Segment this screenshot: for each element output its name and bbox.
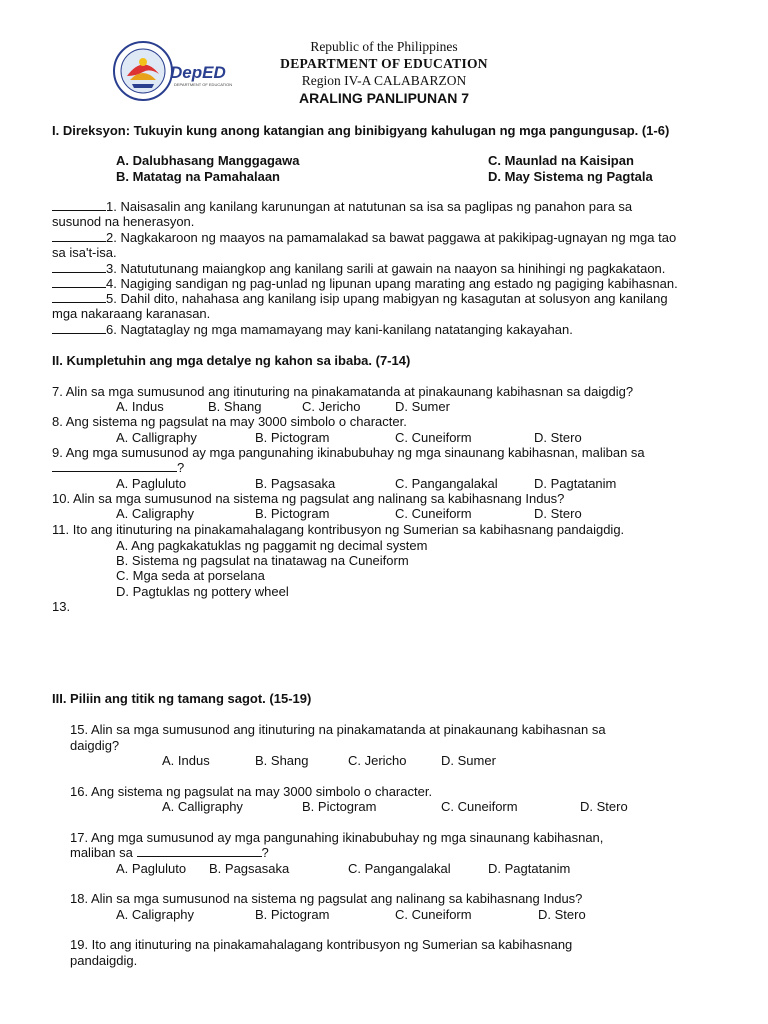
region-line: Region IV-A CALABARZON — [301, 73, 467, 88]
q10-option-b[interactable]: B. Pictogram — [255, 506, 330, 521]
q17-text: 17. Ang mga sumusunod ay mga pangunahing ikinabubuhay ng mga sinaunang kabihasnan, — [70, 830, 604, 845]
answer-blank[interactable] — [52, 199, 106, 211]
q15-text: 15. Alin sa mga sumusunod ang itinuturing na pinakamatanda at pinakaunang kabihasnan sa — [70, 722, 606, 737]
q16-option-d[interactable]: D. Stero — [580, 799, 628, 814]
q10-option-d[interactable]: D. Stero — [534, 506, 582, 521]
section2-title: II. Kumpletuhin ang mga detalye ng kahon sa ibaba. (7-14) — [52, 353, 411, 368]
answer-blank[interactable] — [52, 276, 106, 288]
q18-text: 18. Alin sa mga sumusunod na sistema ng pagsulat ang nalinang sa kabihasnang Indus? — [70, 891, 583, 906]
q7-option-b[interactable]: B. Shang — [208, 399, 262, 414]
q17-option-b[interactable]: B. Pagsasaka — [209, 861, 290, 876]
q9-option-a[interactable]: A. Pagluluto — [116, 476, 187, 491]
q17-option-a[interactable]: A. Pagluluto — [116, 861, 187, 876]
q10-option-a[interactable]: A. Caligraphy — [116, 506, 195, 521]
q13-label: 13. — [52, 599, 71, 614]
q17-text-cont: maliban sa ? — [70, 845, 269, 860]
q9-option-c[interactable]: C. Pangangalakal — [395, 476, 498, 491]
q15-option-b[interactable]: B. Shang — [255, 753, 309, 768]
q11-option-b[interactable]: B. Sistema ng pagsulat na tinatawag na Cuneiform — [116, 553, 409, 568]
q7-option-d[interactable]: D. Sumer — [395, 399, 450, 414]
department-line: DEPARTMENT OF EDUCATION — [280, 56, 488, 71]
q18-option-a[interactable]: A. Caligraphy — [116, 907, 195, 922]
q19-text: 19. Ito ang itinuturing na pinakamahalagang kontribusyon ng Sumerian sa kabihasnang — [70, 937, 573, 952]
item-2: 2. Nagkakaroon ng maayos na pamamalakad sa bawat paggawa at pakikipag-ugnayan ng mga tao — [52, 230, 676, 246]
q17-option-d[interactable]: D. Pagtatanim — [488, 861, 571, 876]
item-4: 4. Nagiging sandigan ng pag-unlad ng lipunan upang marating ang estado ng pagiging kabihasnan. — [52, 276, 678, 292]
section3-title: III. Piliin ang titik ng tamang sagot. (15-19) — [52, 691, 312, 706]
item-1: 1. Naisasalin ang kanilang karunungan at natutunan sa isa sa paglipas ng panahon para sa — [52, 199, 632, 215]
q8-option-b[interactable]: B. Pictogram — [255, 430, 330, 445]
q9-option-d[interactable]: D. Pagtatanim — [534, 476, 617, 491]
choice-d: D. May Sistema ng Pagtala — [488, 169, 653, 184]
q15-option-a[interactable]: A. Indus — [162, 753, 210, 768]
item-3: 3. Natututunang maiangkop ang kanilang sarili at gawain na naayon sa hinihingi ng pagkakataon. — [52, 261, 665, 277]
q16-text: 16. Ang sistema ng pagsulat na may 3000 simbolo o character. — [70, 784, 433, 799]
q17-option-c[interactable]: C. Pangangalakal — [348, 861, 451, 876]
choice-a: A. Dalubhasang Manggagawa — [116, 153, 300, 168]
republic-line: Republic of the Philippines — [310, 39, 458, 54]
q7-option-a[interactable]: A. Indus — [116, 399, 164, 414]
q11-option-a[interactable]: A. Ang pagkakatuklas ng paggamit ng decimal system — [116, 538, 428, 553]
deped-tagline: DEPARTMENT OF EDUCATION — [174, 82, 233, 87]
q11-option-c[interactable]: C. Mga seda at porselana — [116, 568, 265, 583]
item-2-cont: sa isa't-isa. — [52, 245, 117, 260]
q18-option-c[interactable]: C. Cuneiform — [395, 907, 472, 922]
q15-text-cont: daigdig? — [70, 738, 120, 753]
q15-option-c[interactable]: C. Jericho — [348, 753, 407, 768]
q15-option-d[interactable]: D. Sumer — [441, 753, 496, 768]
subject-title: ARALING PANLIPUNAN 7 — [298, 90, 470, 106]
answer-blank[interactable] — [52, 460, 177, 472]
document-header — [0, 38, 768, 107]
answer-blank[interactable] — [137, 845, 262, 857]
q11-option-d[interactable]: D. Pagtuklas ng pottery wheel — [116, 584, 289, 599]
item-5: 5. Dahil dito, nahahasa ang kanilang isip upang mabigyan ng kasagutan at solusyon ang kanilang — [52, 291, 668, 307]
q7-text: 7. Alin sa mga sumusunod ang itinuturing na pinakamatanda at pinakaunang kabihasnan sa daigdig? — [52, 384, 634, 399]
answer-blank[interactable] — [52, 322, 106, 334]
q16-option-c[interactable]: C. Cuneiform — [441, 799, 518, 814]
q11-text: 11. Ito ang itinuturing na pinakamahalagang kontribusyon ng Sumerian sa kabihasnang pandaigdig. — [52, 522, 625, 537]
q18-option-b[interactable]: B. Pictogram — [255, 907, 330, 922]
choice-c: C. Maunlad na Kaisipan — [488, 153, 634, 168]
q8-text: 8. Ang sistema ng pagsulat na may 3000 simbolo o character. — [52, 414, 407, 429]
choice-b: B. Matatag na Pamahalaan — [116, 169, 280, 184]
q8-option-c[interactable]: C. Cuneiform — [395, 430, 472, 445]
q18-option-d[interactable]: D. Stero — [538, 907, 586, 922]
item-5-cont: mga nakaraang karanasan. — [52, 306, 211, 321]
q8-option-d[interactable]: D. Stero — [534, 430, 582, 445]
q7-option-c[interactable]: C. Jericho — [302, 399, 361, 414]
answer-blank[interactable] — [52, 261, 106, 273]
section1-title: I. Direksyon: Tukuyin kung anong katangian ang binibigyang kahulugan ng mga pangungusap. (1-6) — [52, 123, 670, 138]
q9-text: 9. Ang mga sumusunod ay mga pangunahing ikinabubuhay ng mga sinaunang kabihasnan, maliban sa — [52, 445, 645, 460]
q8-option-a[interactable]: A. Calligraphy — [116, 430, 197, 445]
item-1-cont: susunod na henerasyon. — [52, 214, 195, 229]
q9-blank-line: ? — [52, 460, 184, 476]
answer-blank[interactable] — [52, 230, 106, 242]
answer-blank[interactable] — [52, 291, 106, 303]
q19-text-cont: pandaigdig. — [70, 953, 138, 968]
q10-option-c[interactable]: C. Cuneiform — [395, 506, 472, 521]
item-6: 6. Nagtataglay ng mga mamamayang may kani-kanilang natatanging kakayahan. — [52, 322, 573, 338]
q16-option-b[interactable]: B. Pictogram — [302, 799, 377, 814]
q9-option-b[interactable]: B. Pagsasaka — [255, 476, 336, 491]
deped-wordmark: DepED — [170, 63, 226, 82]
q10-text: 10. Alin sa mga sumusunod na sistema ng pagsulat ang nalinang sa kabihasnang Indus? — [52, 491, 565, 506]
q16-option-a[interactable]: A. Calligraphy — [162, 799, 243, 814]
